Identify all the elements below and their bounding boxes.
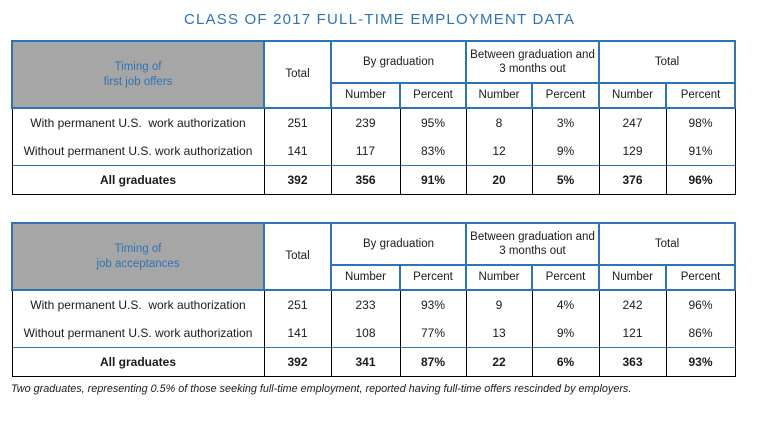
cell-by-grad-number: 239: [331, 108, 400, 137]
cell-total: 251: [264, 108, 331, 137]
subheader-total-percent: Percent: [666, 83, 735, 108]
column-group-total: Total: [599, 41, 735, 83]
column-group-between-graduation: Between graduation and 3 months out: [466, 223, 599, 265]
cell-total-number: 129: [599, 137, 666, 166]
cell-by-grad-number: 341: [331, 348, 400, 377]
cell-total: 392: [264, 348, 331, 377]
cell-total: 141: [264, 137, 331, 166]
column-header-total: Total: [264, 41, 331, 108]
cell-by-grad-number: 108: [331, 319, 400, 348]
cell-total: 251: [264, 290, 331, 319]
column-group-by-graduation: By graduation: [331, 41, 466, 83]
row-label: All graduates: [12, 348, 264, 377]
row-label: With permanent U.S. work authorization: [12, 108, 264, 137]
cell-between-percent: 9%: [532, 319, 599, 348]
corner-header-line2: first job offers: [103, 75, 173, 88]
cell-by-grad-percent: 91%: [400, 166, 466, 195]
subheader-between-percent: Percent: [532, 83, 599, 108]
cell-total-number: 242: [599, 290, 666, 319]
cell-between-number: 9: [466, 290, 532, 319]
cell-total-percent: 86%: [666, 319, 735, 348]
subheader-total-number: Number: [599, 265, 666, 290]
cell-total-percent: 93%: [666, 348, 735, 377]
row-label: All graduates: [12, 166, 264, 195]
corner-header-line1: Timing of: [114, 243, 162, 256]
cell-between-percent: 4%: [532, 290, 599, 319]
cell-between-number: 20: [466, 166, 532, 195]
column-group-total: Total: [599, 223, 735, 265]
table-row: [12, 290, 735, 319]
cell-total-percent: 91%: [666, 137, 735, 166]
subheader-total-number: Number: [599, 83, 666, 108]
subheader-by-grad-percent: Percent: [400, 265, 466, 290]
row-label: Without permanent U.S. work authorization: [12, 319, 264, 348]
corner-header-job-acceptances: [12, 223, 264, 290]
cell-total-number: 247: [599, 108, 666, 137]
cell-by-grad-percent: 93%: [400, 290, 466, 319]
cell-between-percent: 3%: [532, 108, 599, 137]
cell-by-grad-number: 233: [331, 290, 400, 319]
cell-between-number: 8: [466, 108, 532, 137]
cell-by-grad-percent: 87%: [400, 348, 466, 377]
cell-total-percent: 96%: [666, 166, 735, 195]
cell-total-percent: 96%: [666, 290, 735, 319]
cell-by-grad-percent: 77%: [400, 319, 466, 348]
subheader-by-grad-number: Number: [331, 83, 400, 108]
subheader-between-number: Number: [466, 83, 532, 108]
cell-by-grad-percent: 95%: [400, 108, 466, 137]
subheader-between-number: Number: [466, 265, 532, 290]
row-label: With permanent U.S. work authorization: [12, 290, 264, 319]
page-title: CLASS OF 2017 FULL-TIME EMPLOYMENT DATA: [183, 11, 576, 28]
cell-total-number: 121: [599, 319, 666, 348]
table-row-all-graduates: [12, 166, 735, 195]
row-label: Without permanent U.S. work authorization: [12, 137, 264, 166]
cell-by-grad-percent: 83%: [400, 137, 466, 166]
cell-total: 141: [264, 319, 331, 348]
subheader-by-grad-percent: Percent: [400, 83, 466, 108]
cell-total-number: 363: [599, 348, 666, 377]
document-page: [0, 11, 759, 395]
cell-between-percent: 9%: [532, 137, 599, 166]
subheader-by-grad-number: Number: [331, 265, 400, 290]
table-row-all-graduates: [12, 348, 735, 377]
cell-by-grad-number: 117: [331, 137, 400, 166]
cell-by-grad-number: 356: [331, 166, 400, 195]
cell-between-number: 22: [466, 348, 532, 377]
column-group-by-graduation: By graduation: [331, 223, 466, 265]
cell-between-number: 13: [466, 319, 532, 348]
cell-between-number: 12: [466, 137, 532, 166]
table-row: [12, 108, 735, 137]
corner-header-line1: Timing of: [114, 61, 162, 74]
cell-between-percent: 5%: [532, 166, 599, 195]
table-row: [12, 319, 735, 348]
column-group-between-graduation: Between graduation and 3 months out: [466, 41, 599, 83]
cell-total-number: 376: [599, 166, 666, 195]
first-job-offers-table: [11, 40, 736, 195]
table-row: [12, 137, 735, 166]
corner-header-line2: job acceptances: [96, 257, 180, 270]
cell-total: 392: [264, 166, 331, 195]
corner-header-first-job-offers: [12, 41, 264, 108]
column-header-total: Total: [264, 223, 331, 290]
job-acceptances-table: [11, 222, 736, 377]
cell-between-percent: 6%: [532, 348, 599, 377]
subheader-total-percent: Percent: [666, 265, 735, 290]
footnote: Two graduates, representing 0.5% of those seeking full-time employment, reported having full-time offers rescinded by employers.: [11, 383, 632, 395]
subheader-between-percent: Percent: [532, 265, 599, 290]
cell-total-percent: 98%: [666, 108, 735, 137]
